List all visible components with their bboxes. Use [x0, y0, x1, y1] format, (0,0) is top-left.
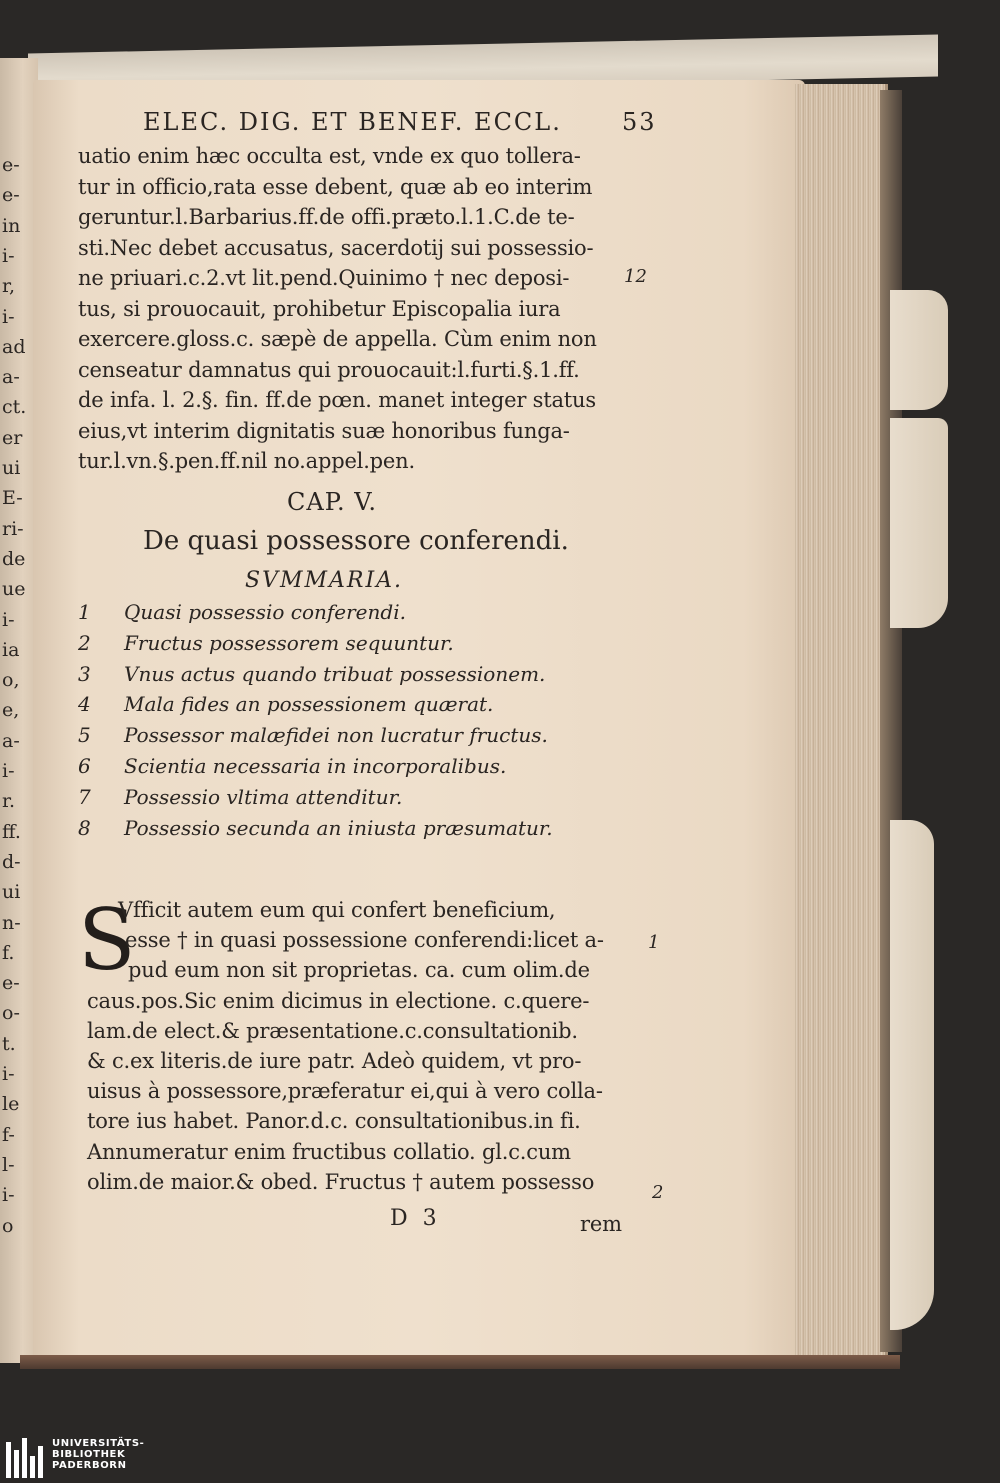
- left-page-fragment: ff.: [2, 820, 21, 843]
- library-footer-bar: [0, 1433, 1000, 1483]
- body-line: tore ius habet. Panor.d.c. consultationibus.in fi.: [87, 1109, 581, 1134]
- left-page-fragment: ad: [2, 335, 26, 358]
- summaria-number: 8: [78, 815, 91, 840]
- body-line: eius,vt interim dignitatis suæ honoribus funga-: [78, 418, 570, 443]
- body-line: Vfficit autem eum qui confert beneficium,: [118, 898, 556, 922]
- summaria-item: Scientia necessaria in incorporalibus.: [124, 754, 507, 778]
- chapter-heading: CAP. V.: [287, 488, 378, 516]
- body-line: tur.l.vn.§.pen.ff.nil no.appel.pen.: [78, 449, 415, 473]
- left-page-fragment: f-: [2, 1123, 15, 1146]
- body-line: censeatur damnatus qui prouocauit:l.furti.§.1.ff.: [78, 357, 580, 382]
- summaria-item: Possessio secunda an iniusta præsumatur.: [124, 815, 553, 840]
- summaria-item: Mala fides an possessionem quærat.: [124, 692, 494, 717]
- body-line: de infa. l. 2.§. fin. ff.de pœn. manet integer status: [78, 388, 596, 412]
- left-page-fragment: a-: [2, 729, 20, 752]
- summaria-number: 1: [78, 600, 91, 624]
- page-number: 53: [622, 108, 657, 136]
- left-page-fragment: ri-: [2, 517, 24, 540]
- signature-mark: D 3: [390, 1206, 441, 1231]
- body-line: tur in officio,rata esse debent, quæ ab eo interim: [78, 174, 593, 199]
- summaria-number: 4: [78, 692, 91, 717]
- left-page-fragment: de: [2, 547, 26, 570]
- body-line: esse † in quasi possessione conferendi:licet a-: [125, 928, 604, 953]
- library-logo-icon: [6, 1438, 44, 1478]
- left-page-fragment: le: [2, 1093, 20, 1116]
- body-line: geruntur.l.Barbarius.ff.de offi.præto.l.1.C.de te-: [78, 205, 575, 229]
- body-line: ne priuari.c.2.vt lit.pend.Quinimo † nec deposi-: [78, 266, 570, 290]
- summaria-number: 5: [78, 723, 91, 748]
- left-page-fragment: e-: [2, 154, 20, 176]
- left-page-fragment: n-: [2, 911, 21, 934]
- summaria-number: 7: [78, 784, 91, 809]
- summaria-heading: SVMMARIA.: [245, 568, 404, 593]
- body-line: Annumeratur enim fructibus collatio. gl.c.cum: [87, 1139, 571, 1164]
- summaria-item: Possessor malæfidei non lucratur fructus.: [124, 723, 548, 748]
- library-logo-line: BIBLIOTHEK: [52, 1449, 126, 1460]
- left-page-fragment: o,: [2, 669, 20, 692]
- body-line: tus, si prouocauit, prohibetur Episcopalia iura: [78, 296, 561, 321]
- left-page-fragment: f.: [2, 941, 15, 964]
- left-page-fragment: e,: [2, 699, 20, 722]
- page-edges: [795, 84, 888, 1362]
- left-page-fragment: a-: [2, 366, 20, 389]
- left-page-fragment: ct.: [2, 396, 27, 419]
- left-page-fragment: i-: [2, 305, 15, 328]
- torn-flap: [890, 820, 934, 1330]
- left-page-fragment: in: [2, 214, 21, 237]
- left-page-fragment: ue: [2, 578, 26, 601]
- body-line: uatio enim hæc occulta est, vnde ex quo tollera-: [78, 144, 581, 168]
- torn-flap: [890, 418, 948, 628]
- running-title: ELEC. DIG. ET BENEF. ECCL.: [143, 108, 562, 136]
- summaria-item: Vnus actus quando tribuat possessionem.: [124, 661, 546, 686]
- left-page-fragment: t.: [2, 1032, 16, 1055]
- catchword: rem: [580, 1212, 622, 1236]
- body-line: uisus à possessore,præferatur ei,qui à vero colla-: [87, 1079, 603, 1104]
- summaria-number: 2: [78, 630, 91, 655]
- left-page-fragment: r.: [2, 790, 16, 813]
- left-page-fragment: d-: [2, 850, 21, 873]
- summaria-item: Possessio vltima attenditur.: [124, 784, 403, 809]
- left-page-fragment: i-: [2, 608, 15, 631]
- drop-cap: S: [78, 891, 136, 989]
- body-line: sti.Nec debet accusatus, sacerdotij sui possessio-: [78, 235, 594, 260]
- left-page-fragment: l-: [2, 1153, 15, 1176]
- body-line: olim.de maior.& obed. Fructus † autem possesso: [87, 1169, 595, 1194]
- summaria-number: 6: [78, 754, 91, 778]
- body-line: caus.pos.Sic enim dicimus in electione. c.quere-: [87, 988, 590, 1013]
- left-page-fragment: i-: [2, 1063, 15, 1085]
- left-page-fragment: r,: [2, 275, 16, 298]
- torn-flap: [890, 290, 948, 410]
- left-page-fragment: i-: [2, 760, 15, 782]
- margin-number: 2: [652, 1182, 664, 1203]
- summaria-number: 3: [78, 661, 91, 686]
- book-bottom-edge: [20, 1355, 900, 1369]
- left-page-fragment: ia: [2, 638, 20, 661]
- body-line: lam.de elect.& præsentatione.c.consultationib.: [87, 1018, 578, 1043]
- summaria-item: Quasi possessio conferendi.: [124, 600, 406, 624]
- left-page-fragment: ui: [2, 881, 21, 904]
- left-page-fragment: e-: [2, 972, 20, 995]
- margin-number: 12: [624, 266, 647, 287]
- left-page-fragment: e-: [2, 184, 20, 207]
- left-page-fragment: o: [2, 1214, 14, 1237]
- library-logo-line: UNIVERSITÄTS-: [52, 1438, 145, 1449]
- body-line: & c.ex literis.de iure patr. Adeò quidem, vt pro-: [87, 1049, 582, 1073]
- library-logo-line: PADERBORN: [52, 1460, 127, 1471]
- left-page-fragment: i-: [2, 244, 15, 267]
- left-page-fragment: i-: [2, 1184, 15, 1207]
- left-page-fragment: o-: [2, 1002, 20, 1025]
- left-page-fragment: er: [2, 426, 23, 449]
- margin-number: 1: [648, 932, 660, 953]
- body-line: exercere.gloss.c. sæpè de appella. Cùm enim non: [78, 327, 597, 351]
- left-page-fragment: ui: [2, 457, 21, 479]
- summaria-item: Fructus possessorem sequuntur.: [124, 630, 454, 655]
- left-page-fragment: E-: [2, 487, 23, 510]
- chapter-title: De quasi possessore conferendi.: [143, 526, 569, 556]
- body-line: pud eum non sit proprietas. ca. cum olim.de: [128, 958, 590, 983]
